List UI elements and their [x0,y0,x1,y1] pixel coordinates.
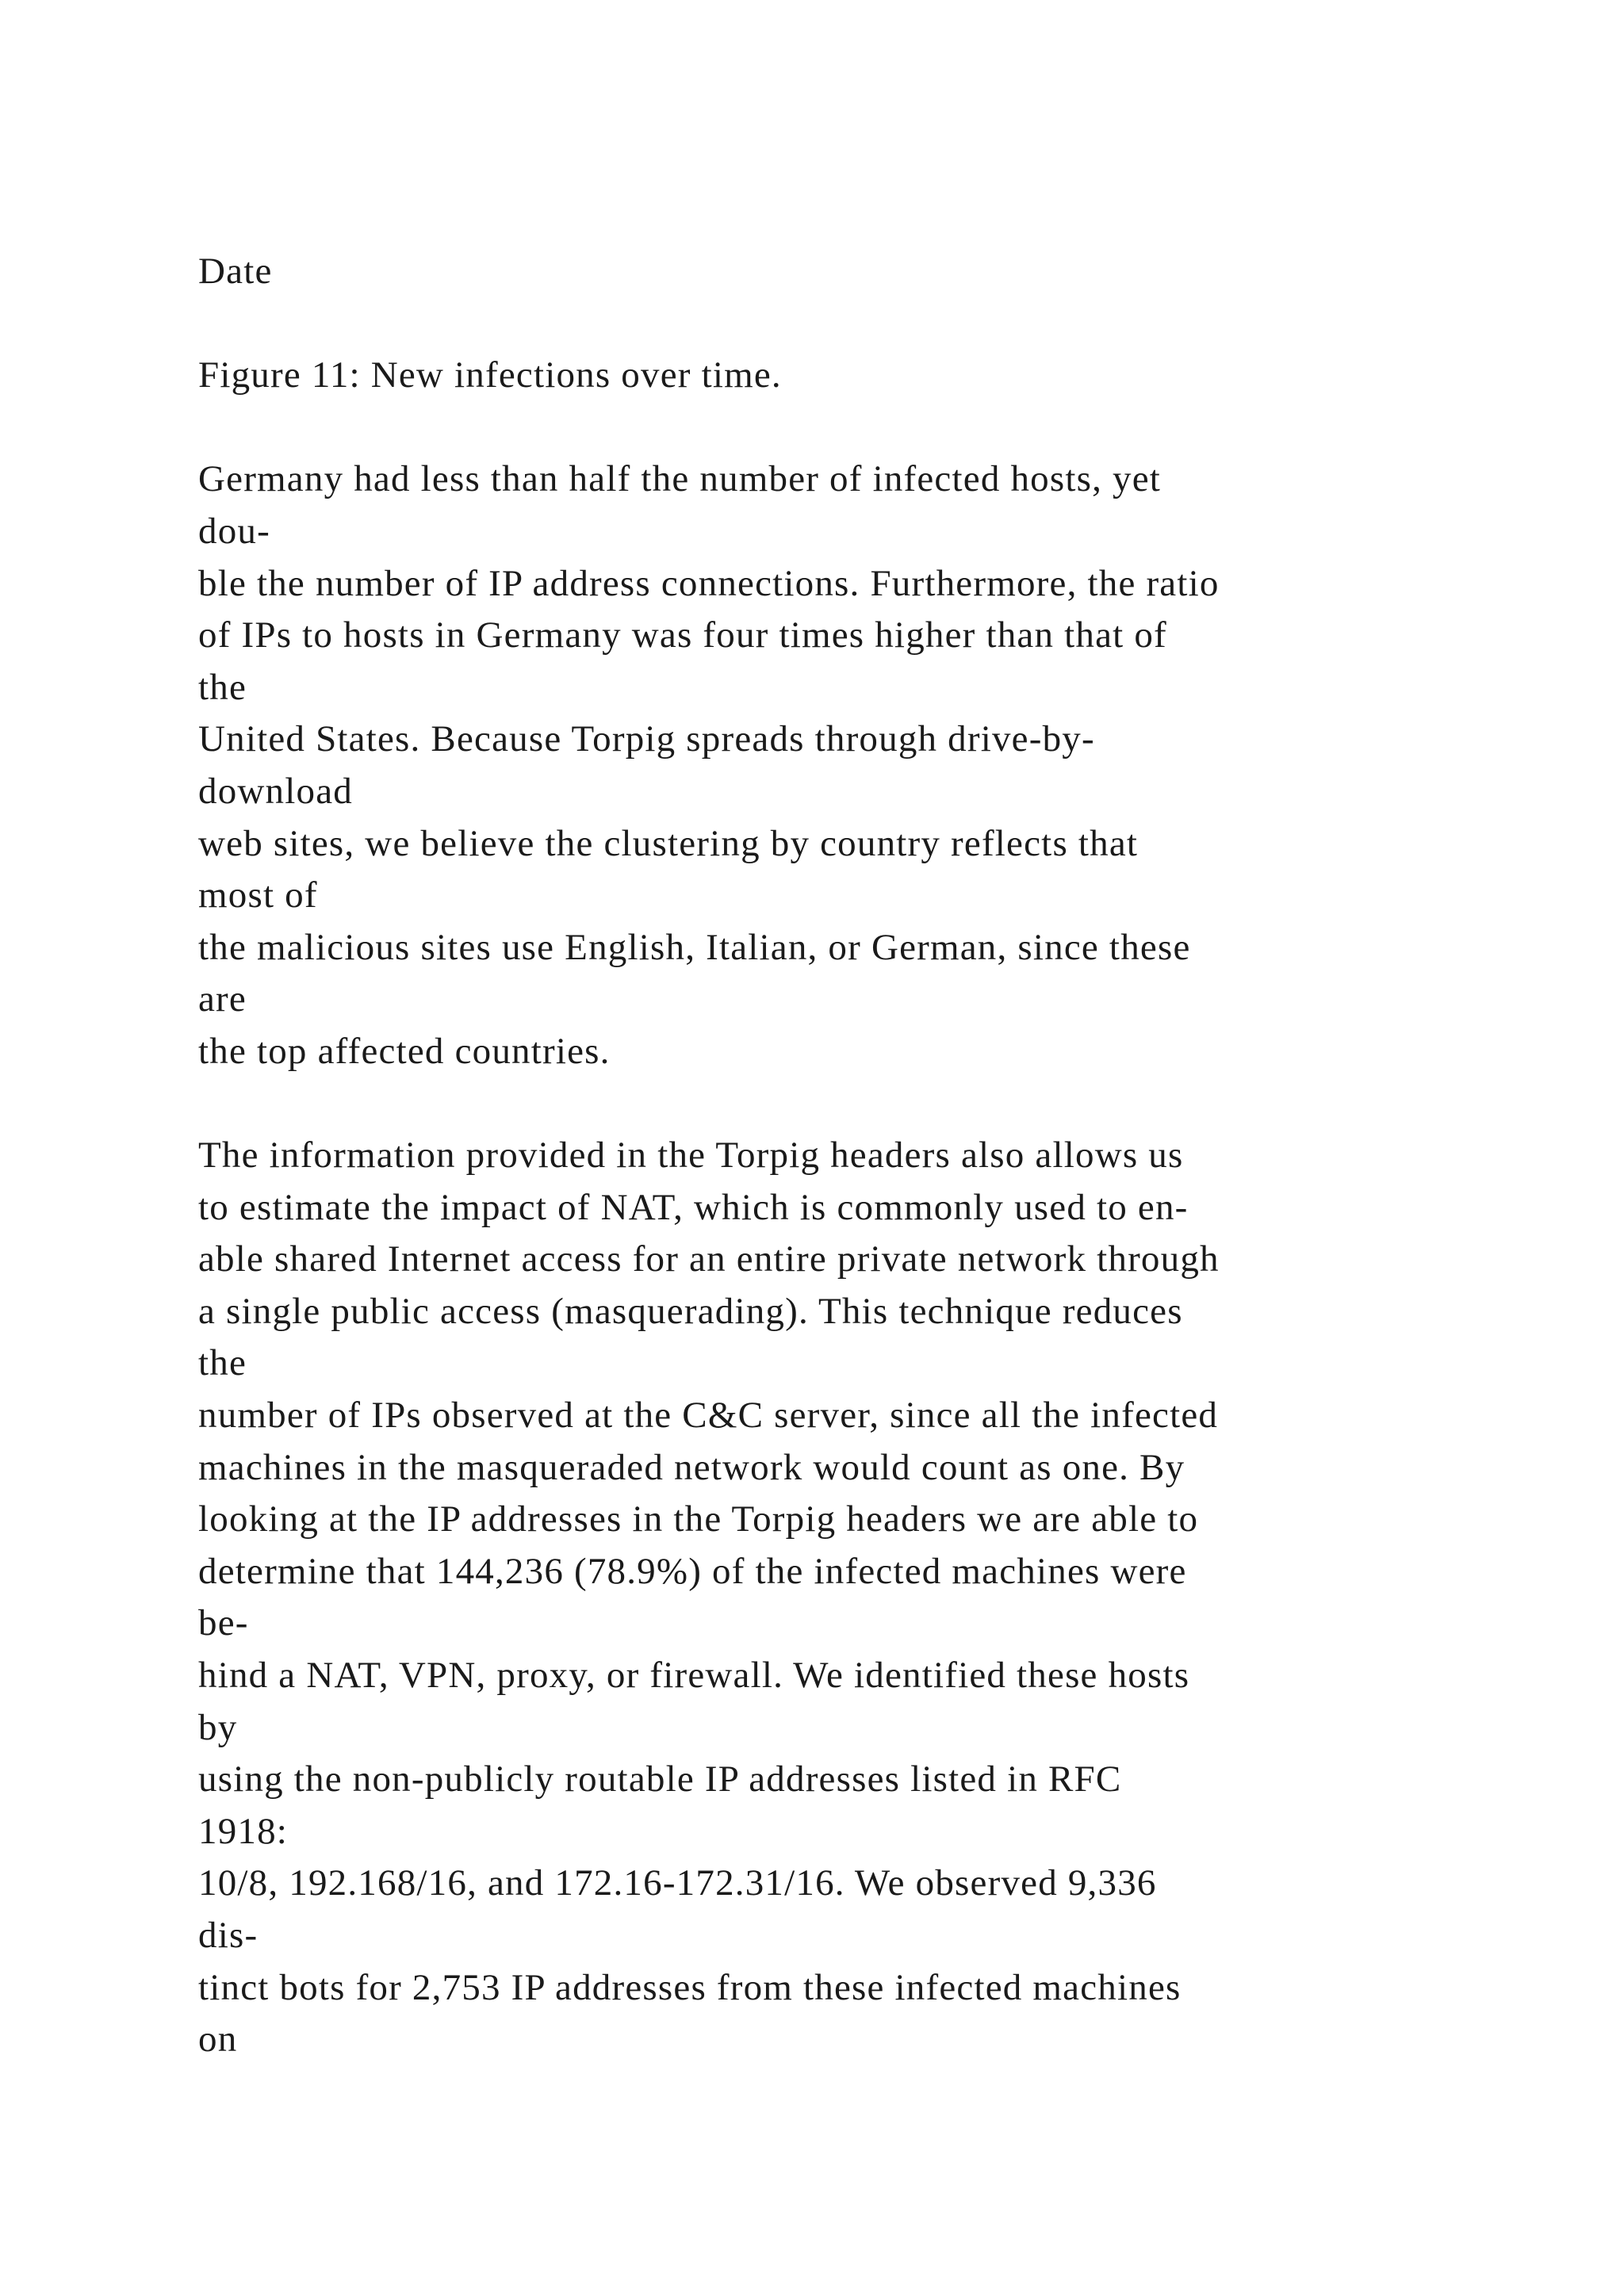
text-line: The information provided in the Torpig headers also allows us [198,1135,1184,1177]
spacer [198,298,1546,350]
paragraph-nat-impact [198,1130,1546,2066]
text-line: tinct bots for 2,753 IP addresses from these infected machines [198,1966,1182,2008]
text-line: 10/8, 192.168/16, and 172.16-172.31/16. We observed 9,336 [198,1862,1157,1904]
text-line: hind a NAT, VPN, proxy, or firewall. We identified these hosts [198,1655,1190,1697]
date-label: Date [198,251,273,292]
text-line: by [198,1706,238,1748]
spacer [198,402,1546,454]
text-line: Germany had less than half the number of infected hosts, yet [198,458,1162,500]
text-line: using the non-publicly routable IP addresses listed in RFC [198,1758,1122,1800]
text-line: the malicious sites use English, Italian, or German, since these [198,926,1191,968]
text-line: web sites, we believe the clustering by country reflects that [198,822,1139,864]
text-line: download [198,770,353,812]
text-line: number of IPs observed at the C&C server, since all the infected [198,1395,1219,1437]
text-line: a single public access (masquerading). This technique reduces [198,1290,1183,1332]
text-line: looking at the IP addresses in the Torpig headers we are able to [198,1498,1199,1540]
text-line: the [198,1342,247,1384]
text-line: United States. Because Torpig spreads through drive-by- [198,718,1095,760]
paragraph-germany-ip [198,453,1546,1077]
text-line: to estimate the impact of NAT, which is commonly used to en- [198,1186,1189,1228]
text-line: on [198,2019,238,2061]
text-line: the [198,666,247,708]
text-line: be- [198,1602,249,1644]
text-line: most of [198,874,318,916]
text-line: are [198,978,247,1020]
text-line: determine that 144,236 (78.9%) of the infected machines were [198,1550,1187,1592]
text-line: the top affected countries. [198,1030,611,1072]
text-line: of IPs to hosts in Germany was four times higher than that of [198,614,1167,656]
spacer [198,1078,1546,1131]
text-line: able shared Internet access for an entire private network through [198,1238,1220,1280]
document-body [198,246,1546,2066]
text-line: ble the number of IP address connections. Furthermore, the ratio [198,562,1220,604]
figure-caption: Figure 11: New infections over time. [198,354,782,396]
text-line: dou- [198,510,270,552]
text-line: dis- [198,1915,259,1956]
text-line: 1918: [198,1810,289,1852]
text-line: machines in the masqueraded network would count as one. By [198,1446,1185,1488]
